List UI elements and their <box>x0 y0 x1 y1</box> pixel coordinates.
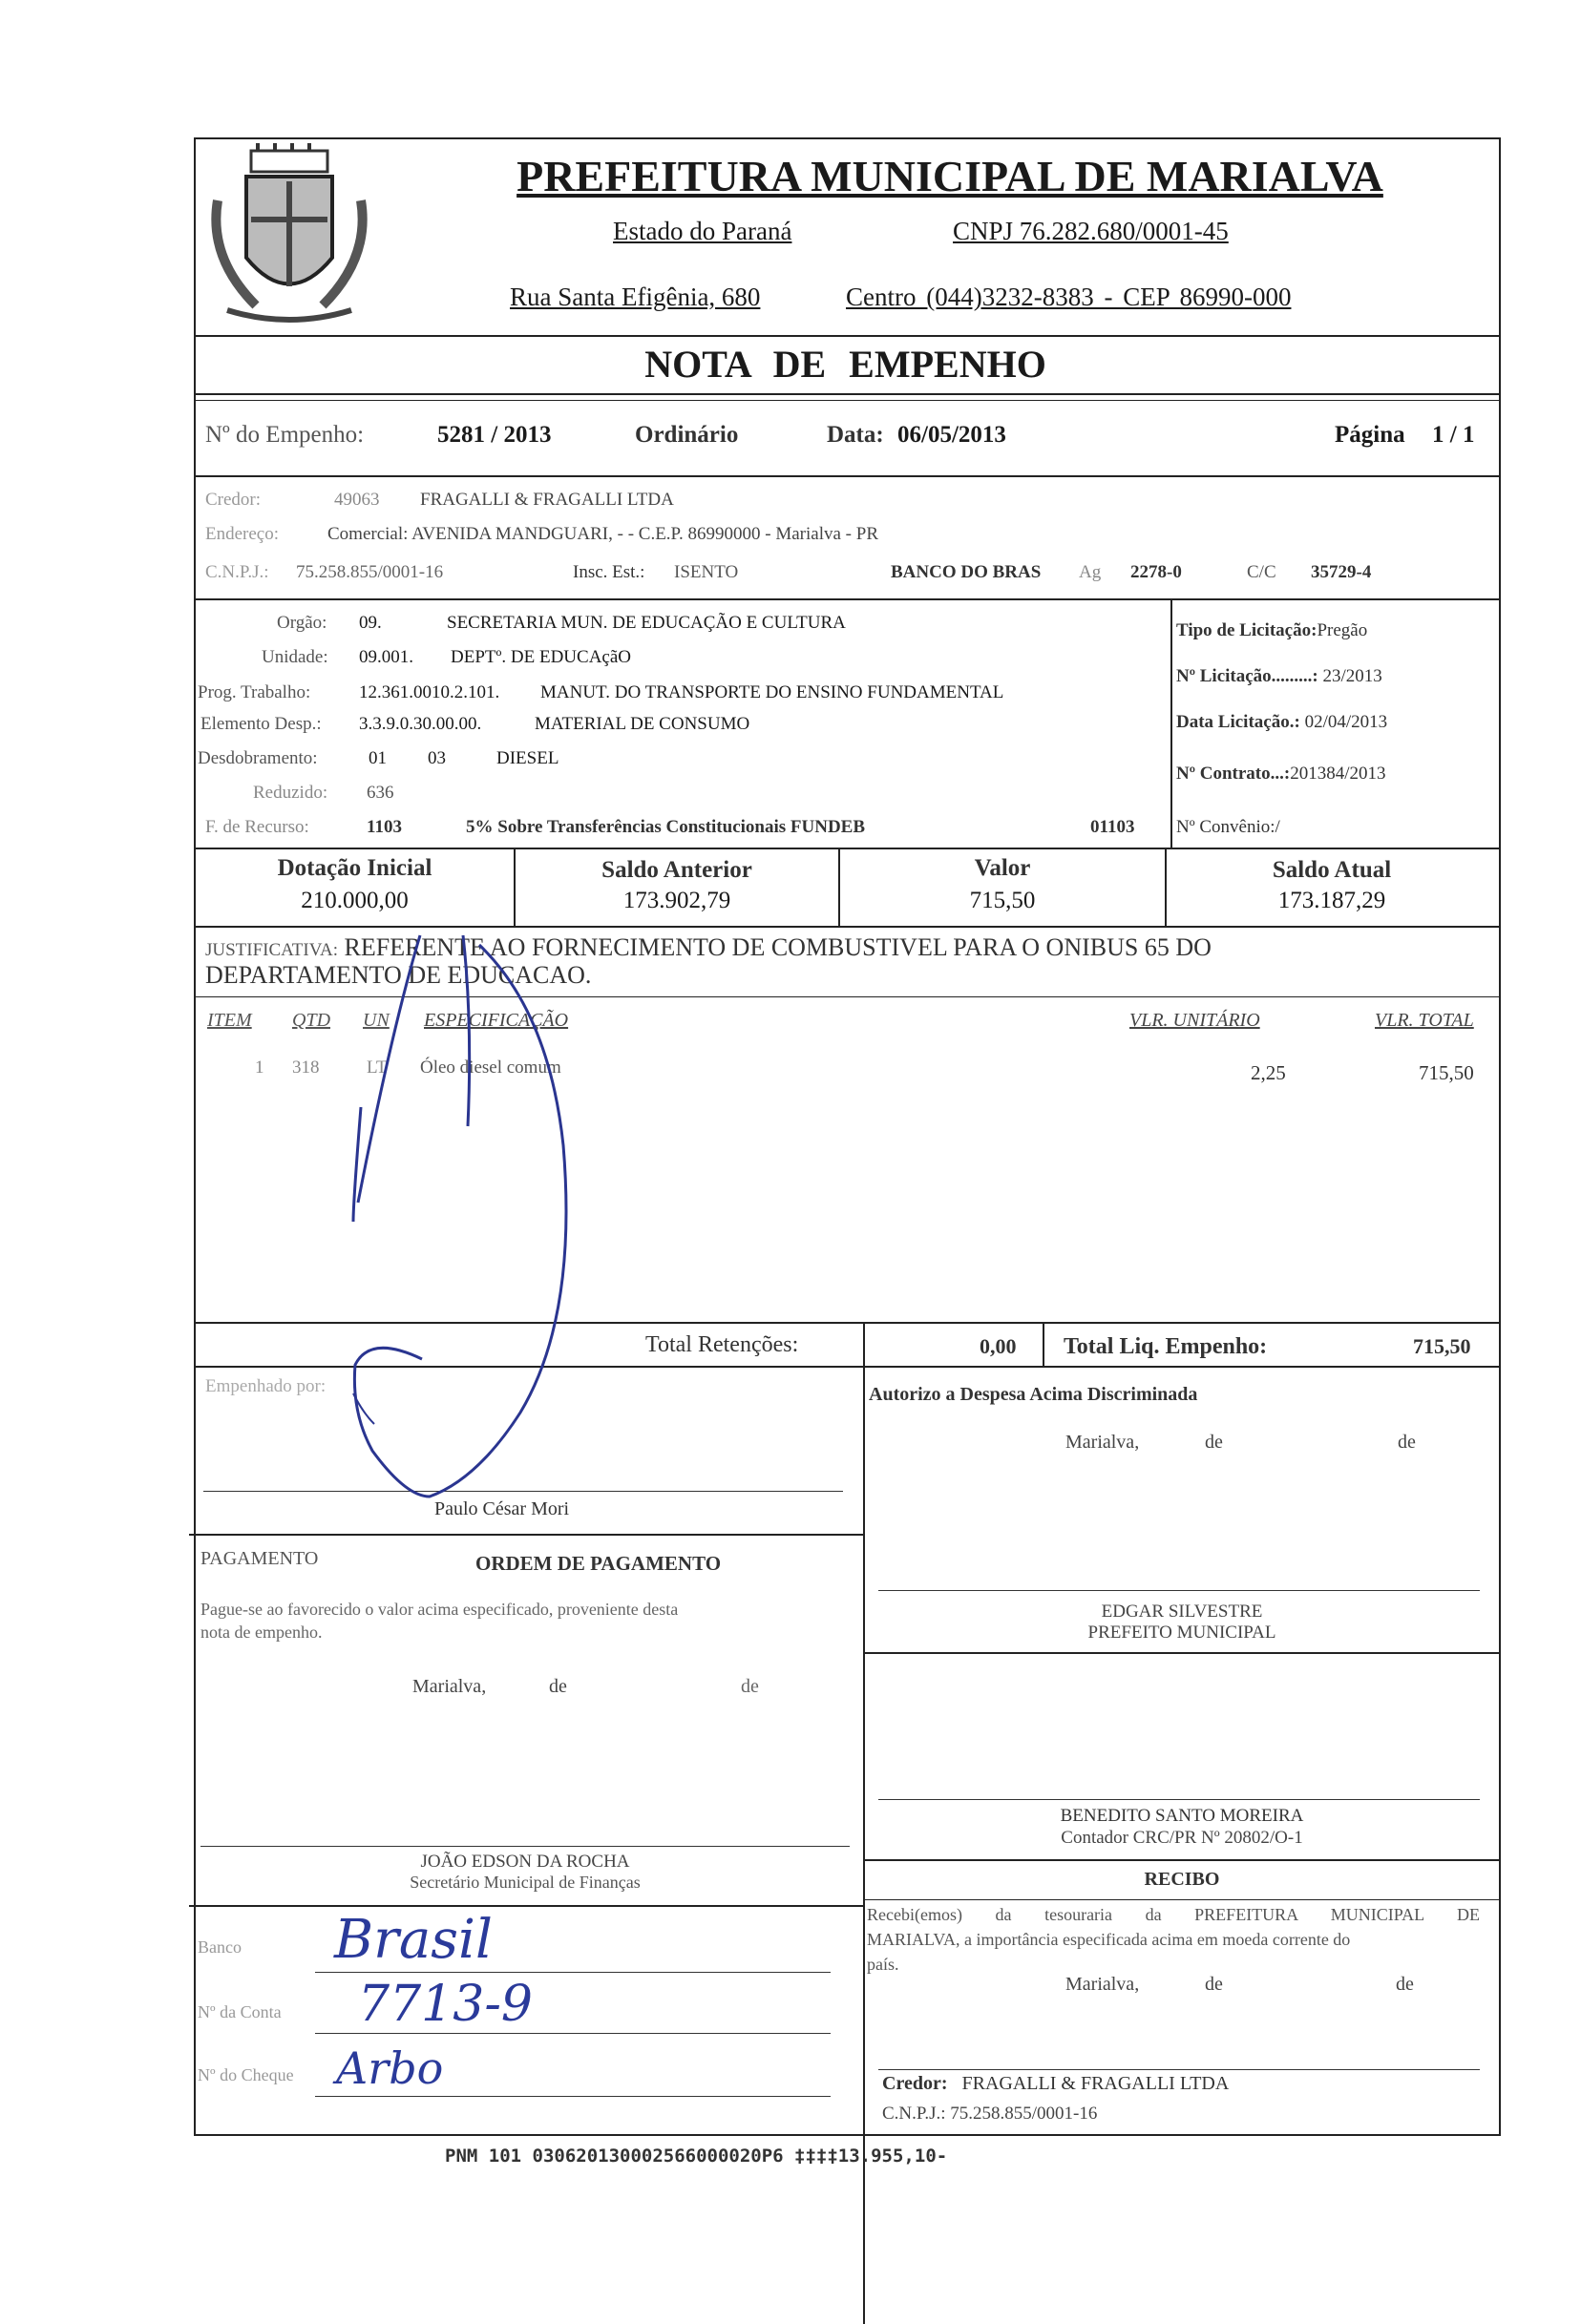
num-licitacao-value: 23/2013 <box>1322 666 1382 686</box>
recibo-cnpj-label: C.N.P.J.: <box>882 2104 946 2124</box>
cnpj-label: C.N.P.J.: <box>205 562 269 582</box>
autorizo-marialva: Marialva, <box>1065 1432 1140 1453</box>
desd-name: DIESEL <box>496 748 559 768</box>
row-total: 715,50 <box>1419 1061 1474 1084</box>
unidade-label: Unidade: <box>262 647 328 667</box>
header-district-phone: Centro (044)3232-8383 - CEP 86990-000 <box>846 283 1292 311</box>
address-label: Endereço: <box>205 524 280 544</box>
valor-value: 715,50 <box>969 888 1036 913</box>
justificativa-text2: DEPARTAMENTO DE EDUCACAO. <box>205 961 592 989</box>
reduzido-value: 636 <box>367 783 394 803</box>
credor-cnpj: 75.258.855/0001-16 <box>296 562 444 582</box>
coat-of-arms-seal <box>199 143 380 334</box>
banco-handwritten: Brasil <box>334 1909 493 1971</box>
saldo-atual-label: Saldo Atual <box>1272 857 1392 883</box>
prog-label: Prog. Trabalho: <box>198 682 311 702</box>
pagamento-de1: de <box>549 1676 567 1697</box>
cheque-label: Nº do Cheque <box>198 2065 294 2084</box>
contador-name: BENEDITO SANTO MOREIRA <box>1060 1806 1304 1826</box>
tipo-licitacao-value: Pregão <box>1317 620 1368 640</box>
col-unit-header: VLR. UNITÁRIO <box>1129 1010 1260 1031</box>
secretario-name: JOÃO EDSON DA ROCHA <box>420 1852 630 1872</box>
recibo-credor-name: FRAGALLI & FRAGALLI LTDA <box>961 2073 1230 2094</box>
pagamento-text2: nota de empenho. <box>200 1623 323 1642</box>
fonte-label: F. de Recurso: <box>205 817 309 837</box>
recibo-text3: país. <box>867 1955 899 1974</box>
bank-name: BANCO DO BRAS <box>891 562 1042 582</box>
num-licitacao <box>1176 666 1382 687</box>
unidade-name: DEPTº. DE EDUCAçãO <box>451 647 631 667</box>
cheque-handwritten: Arbo <box>336 2042 444 2094</box>
total-retencoes-value: 0,00 <box>980 1334 1017 1358</box>
cc-value: 35729-4 <box>1311 562 1372 582</box>
row-unit: 2,25 <box>1251 1061 1286 1084</box>
header-address: Rua Santa Efigênia, 680 <box>510 283 761 311</box>
conta-handwritten: 7713-9 <box>358 1976 533 2033</box>
recibo-marialva: Marialva, <box>1065 1974 1140 1995</box>
prefeito-title: PREFEITO MUNICIPAL <box>1087 1623 1276 1643</box>
fonte-num: 01103 <box>1090 817 1135 837</box>
empenho-date-label: Data: <box>827 422 884 448</box>
insc-value: ISENTO <box>674 562 739 582</box>
empenhado-label: Empenhado por: <box>205 1376 327 1396</box>
saldo-anterior-value: 173.902,79 <box>622 888 731 913</box>
col-spec-header: ESPECIFICAÇÃO <box>424 1010 569 1031</box>
row-spec: Óleo diesel comum <box>420 1057 561 1078</box>
dotacao-value: 210.000,00 <box>301 888 409 913</box>
data-licitacao-value: 02/04/2013 <box>1304 712 1388 732</box>
unidade-code: 09.001. <box>359 647 413 667</box>
recibo-text2: MARIALVA, a importância especificada acima em moeda corrente do <box>867 1930 1351 1949</box>
desd-b: 03 <box>428 748 446 768</box>
header-cnpj: CNPJ 76.282.680/0001-45 <box>953 217 1229 245</box>
pagamento-label: PAGAMENTO <box>200 1548 319 1569</box>
prog-code: 12.361.0010.2.101. <box>359 682 500 702</box>
header-state: Estado do Paraná <box>613 217 792 245</box>
desd-label: Desdobramento: <box>198 748 318 768</box>
recibo-cnpj-value: 75.258.855/0001-16 <box>950 2104 1098 2124</box>
row-un: LT <box>367 1057 388 1078</box>
orgao-name: SECRETARIA MUN. DE EDUCAÇÃO E CULTURA <box>447 613 846 633</box>
total-liq-value: 715,50 <box>1413 1334 1471 1358</box>
contador-title: Contador CRC/PR Nº 20802/O-1 <box>1061 1828 1303 1848</box>
saldo-atual-value: 173.187,29 <box>1277 888 1386 913</box>
recibo-title: RECIBO <box>1144 1869 1220 1890</box>
reduzido-label: Reduzido: <box>253 783 328 803</box>
desd-a: 01 <box>369 748 387 768</box>
dotacao-label: Dotação Inicial <box>277 855 432 881</box>
ordem-pagamento: ORDEM DE PAGAMENTO <box>475 1552 722 1575</box>
insc-label: Insc. Est.: <box>573 562 645 582</box>
prog-name: MANUT. DO TRANSPORTE DO ENSINO FUNDAMENTAL <box>540 682 1004 702</box>
footer-code: PNM 101 030620130002566000020P6 ‡‡‡‡13.955,10- <box>445 2146 948 2167</box>
saldo-anterior-label: Saldo Anterior <box>601 857 752 883</box>
page-number: 1 / 1 <box>1432 422 1475 448</box>
empenho-date: 06/05/2013 <box>897 422 1006 448</box>
col-un-header: UN <box>363 1010 390 1031</box>
col-item-header: ITEM <box>207 1010 252 1031</box>
elem-code: 3.3.9.0.30.00.00. <box>359 714 482 734</box>
contrato <box>1176 764 1385 785</box>
contrato-value: 201384/2013 <box>1290 764 1386 784</box>
data-licitacao-label: Data Licitação.: <box>1176 712 1300 732</box>
fonte-name: 5% Sobre Transferências Constitucionais FUNDEB <box>466 817 866 837</box>
recibo-cnpj <box>882 2104 1097 2125</box>
page-label: Página <box>1335 422 1405 448</box>
header-title: PREFEITURA MUNICIPAL DE MARIALVA <box>516 152 1383 200</box>
credor-name: FRAGALLI & FRAGALLI LTDA <box>420 490 674 510</box>
elem-name: MATERIAL DE CONSUMO <box>535 714 750 734</box>
num-licitacao-label: Nº Licitação.........: <box>1176 666 1318 686</box>
autorizo-de1: de <box>1205 1432 1223 1453</box>
recibo-credor-label: Credor: <box>882 2073 948 2094</box>
tipo-licitacao-label <box>1176 620 1367 641</box>
row-item: 1 <box>255 1057 264 1078</box>
secretario-title: Secretário Municipal de Finanças <box>410 1873 641 1892</box>
convenio-label: Nº Convênio:/ <box>1176 817 1280 837</box>
empenho-label: Nº do Empenho: <box>205 422 365 448</box>
recibo-text1: Recebi(emos) da tesouraria da PREFEITURA MUNICIPAL DE <box>867 1905 1480 1924</box>
row-qtd: 318 <box>292 1057 320 1078</box>
orgao-label: Orgão: <box>277 613 327 633</box>
recibo-credor <box>882 2073 1229 2095</box>
pagamento-marialva: Marialva, <box>412 1676 487 1697</box>
total-liq-label: Total Liq. Empenho: <box>1064 1334 1268 1359</box>
data-licitacao <box>1176 712 1387 733</box>
credor-label: Credor: <box>205 490 262 510</box>
prefeito-name: EDGAR SILVESTRE <box>1101 1602 1263 1622</box>
banco-label: Banco <box>198 1937 242 1957</box>
ag-label: Ag <box>1079 562 1102 582</box>
credor-code: 49063 <box>334 490 380 510</box>
credor-address: Comercial: AVENIDA MANDGUARI, - - C.E.P. 86990000 - Marialva - PR <box>327 524 878 544</box>
orgao-code: 09. <box>359 613 382 633</box>
doc-title: NOTA DE EMPENHO <box>644 343 1046 386</box>
ag-value: 2278-0 <box>1130 562 1182 582</box>
empenho-number: 5281 / 2013 <box>437 422 552 448</box>
empenhado-name: Paulo César Mori <box>434 1498 570 1519</box>
pagamento-text1: Pague-se ao favorecido o valor acima especificado, proveniente desta <box>200 1600 679 1619</box>
autorizo-de2: de <box>1398 1432 1416 1453</box>
justificativa-text1: REFERENTE AO FORNECIMENTO DE COMBUSTIVEL PARA O ONIBUS 65 DO <box>344 933 1212 961</box>
recibo-de2: de <box>1396 1974 1414 1995</box>
valor-label: Valor <box>974 855 1031 881</box>
empenho-type: Ordinário <box>635 422 739 448</box>
handwritten-signature-mark <box>315 916 630 1527</box>
total-retencoes-label: Total Retenções: <box>645 1332 799 1357</box>
fonte-code: 1103 <box>367 817 402 837</box>
conta-label: Nº da Conta <box>198 2002 282 2021</box>
cc-label: C/C <box>1247 562 1276 582</box>
justificativa-label: JUSTIFICATIVA: <box>205 940 339 960</box>
col-total-header: VLR. TOTAL <box>1375 1010 1474 1031</box>
contrato-label: Nº Contrato...: <box>1176 764 1291 784</box>
elem-label: Elemento Desp.: <box>200 714 322 734</box>
col-qtd-header: QTD <box>292 1010 331 1031</box>
pagamento-de2: de <box>741 1676 759 1697</box>
tipo-licitacao-label-text: Tipo de Licitação: <box>1176 620 1318 640</box>
recibo-de1: de <box>1205 1974 1223 1995</box>
autorizo-text: Autorizo a Despesa Acima Discriminada <box>869 1384 1198 1405</box>
